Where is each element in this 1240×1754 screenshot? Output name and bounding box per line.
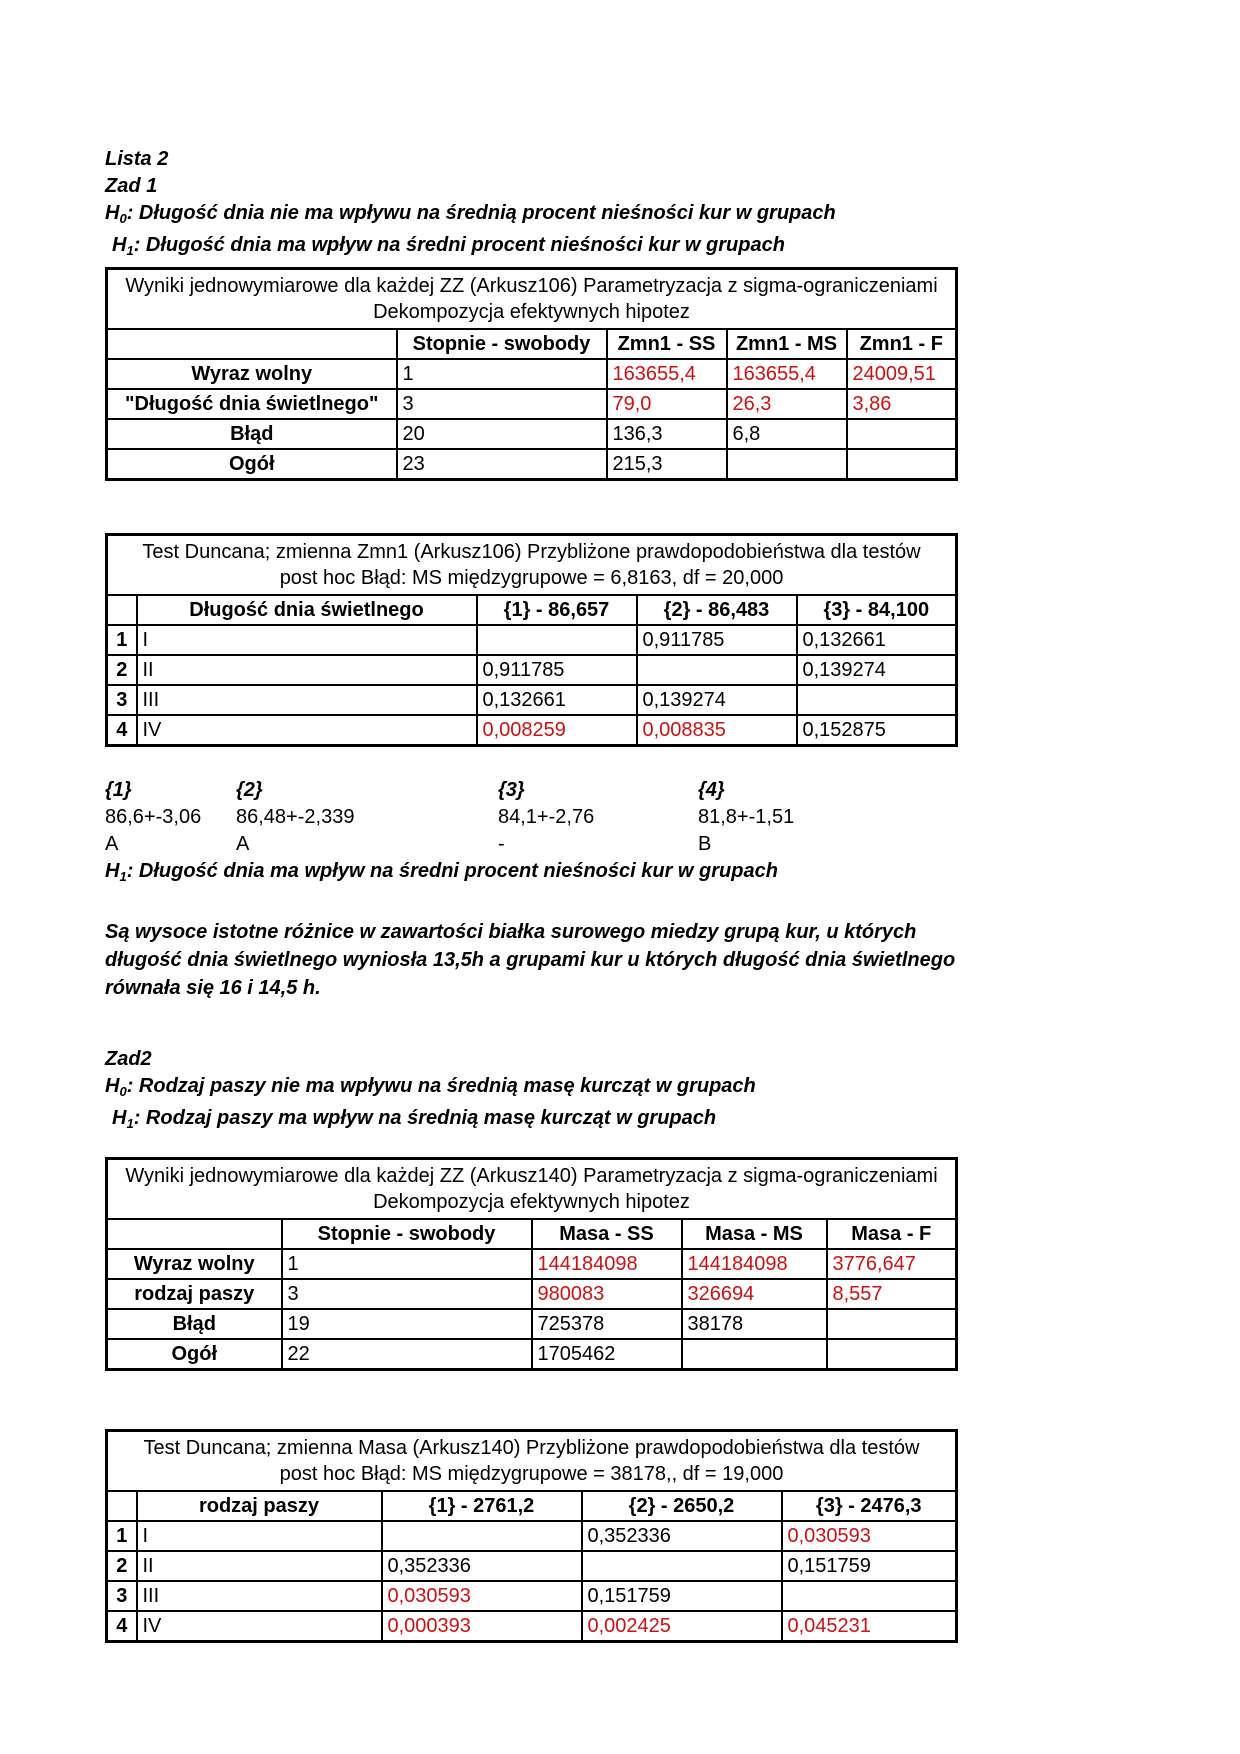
table-row — [107, 1309, 957, 1339]
cell-ms: 163655,4 — [727, 359, 847, 389]
p-value — [782, 1581, 957, 1611]
task1-h1-conclusion — [105, 858, 965, 890]
cell-ss: 1705462 — [532, 1339, 682, 1370]
group-letter: A — [236, 833, 250, 855]
h1-subscript: 1 — [126, 243, 134, 258]
cell-ms: 326694 — [682, 1279, 827, 1309]
p-value: 0,151759 — [782, 1551, 957, 1581]
p-value: 0,008259 — [477, 715, 637, 746]
group-letter: A — [105, 833, 119, 855]
cell-ms: 6,8 — [727, 419, 847, 449]
h1-symbol: H — [105, 860, 120, 882]
h1-text: : Rodzaj paszy ma wpływ na średnią masę kurcząt w grupach — [133, 1107, 717, 1129]
cell-ms: 144184098 — [682, 1249, 827, 1279]
row-label: Wyraz wolny — [107, 359, 397, 389]
cell-f — [847, 449, 957, 480]
h1-symbol: H — [112, 1107, 127, 1129]
duncan1-title: Test Duncana; zmienna Zmn1 (Arkusz106) Przybliżone prawdopodobieństwa dla testów post hoc Błąd: MS międzygrupowe = 6,8163, df = 20,000 — [107, 535, 957, 596]
group-letter: - — [498, 833, 505, 855]
anova1-col-header-f: Zmn1 - F — [847, 329, 957, 359]
h0-text: : Rodzaj paszy nie ma wpływu na średnią masę kurcząt w grupach — [126, 1075, 756, 1097]
p-value: 0,139274 — [797, 655, 957, 685]
group-letter: B — [698, 833, 712, 855]
group-label: I — [137, 1521, 382, 1551]
duncan1-col-header-num — [107, 595, 137, 625]
anova1-col-header-empty — [107, 329, 397, 359]
cell-f: 8,557 — [827, 1279, 957, 1309]
row-number: 2 — [107, 1551, 137, 1581]
table-row — [107, 1581, 957, 1611]
cell-f — [847, 419, 957, 449]
group-label: III — [137, 1581, 382, 1611]
anova2-col-header-f: Masa - F — [827, 1219, 957, 1249]
group-label: I — [137, 625, 477, 655]
cell-df: 1 — [282, 1249, 532, 1279]
anova-table-zad2 — [105, 1157, 958, 1371]
task1-h0-line — [105, 200, 965, 232]
duncan2-col-header-g2: {2} - 2650,2 — [582, 1491, 782, 1521]
table-row — [107, 1279, 957, 1309]
p-value: 0,002425 — [582, 1611, 782, 1642]
p-value — [582, 1551, 782, 1581]
anova1-title: Wyniki jednowymiarowe dla każdej ZZ (Arkusz106) Parametryzacja z sigma-ograniczeniami Dekompozycja efektywnych hipotez — [107, 269, 957, 330]
table-row — [107, 1521, 957, 1551]
task2-heading: Zad2 — [105, 1048, 152, 1070]
anova2-col-header-ss: Masa - SS — [532, 1219, 682, 1249]
anova1-col-header-ss: Zmn1 - SS — [607, 329, 727, 359]
p-value: 0,151759 — [582, 1581, 782, 1611]
h0-symbol: H — [105, 202, 120, 224]
h1-text: : Długość dnia ma wpływ na średni procent nieśności kur w grupach — [133, 234, 785, 256]
duncan-table-zad1 — [105, 533, 958, 747]
table-header-row — [107, 1491, 957, 1521]
table-row — [107, 1611, 957, 1642]
task1-h1-line — [105, 232, 965, 264]
group-mean-value: 81,8+-1,51 — [698, 806, 795, 828]
table-row — [107, 1339, 957, 1370]
anova2-col-header-df: Stopnie - swobody — [282, 1219, 532, 1249]
h0-text: : Długość dnia nie ma wpływu na średnią procent nieśności kur w grupach — [126, 202, 836, 224]
row-number: 1 — [107, 625, 137, 655]
cell-ms: 26,3 — [727, 389, 847, 419]
h1-subscript: 1 — [126, 1116, 134, 1131]
duncan2-col-header-factor: rodzaj paszy — [137, 1491, 382, 1521]
duncan2-title: Test Duncana; zmienna Masa (Arkusz140) Przybliżone prawdopodobieństwa dla testów post hoc Błąd: MS międzygrupowe = 38178,, df = 19,000 — [107, 1431, 957, 1492]
p-value: 0,000393 — [382, 1611, 582, 1642]
table-title-row — [107, 1159, 957, 1220]
row-number: 3 — [107, 685, 137, 715]
cell-df: 3 — [397, 389, 607, 419]
cell-ss: 725378 — [532, 1309, 682, 1339]
table-row — [107, 449, 957, 480]
row-number: 4 — [107, 1611, 137, 1642]
row-label: Błąd — [107, 1309, 282, 1339]
p-value: 0,911785 — [637, 625, 797, 655]
cell-df: 19 — [282, 1309, 532, 1339]
group-label: III — [137, 685, 477, 715]
table-row — [107, 625, 957, 655]
group-means-summary — [105, 777, 965, 858]
anova2-title: Wyniki jednowymiarowe dla każdej ZZ (Arkusz140) Parametryzacja z sigma-ograniczeniami Dekompozycja efektywnych hipotez — [107, 1159, 957, 1220]
duncan1-col-header-g3: {3} - 84,100 — [797, 595, 957, 625]
cell-ss: 980083 — [532, 1279, 682, 1309]
p-value — [477, 625, 637, 655]
row-number: 4 — [107, 715, 137, 746]
p-value: 0,132661 — [477, 685, 637, 715]
cell-ss: 144184098 — [532, 1249, 682, 1279]
group-mean-value: 86,6+-3,06 — [105, 806, 202, 828]
h1-subscript: 1 — [119, 869, 127, 884]
table-title-row — [107, 1431, 957, 1492]
p-value: 0,030593 — [382, 1581, 582, 1611]
anova-table-zad1 — [105, 267, 958, 481]
cell-df: 1 — [397, 359, 607, 389]
group-label: IV — [137, 715, 477, 746]
cell-df: 22 — [282, 1339, 532, 1370]
p-value: 0,152875 — [797, 715, 957, 746]
cell-ss: 136,3 — [607, 419, 727, 449]
duncan-table-zad2 — [105, 1429, 958, 1643]
row-label: Wyraz wolny — [107, 1249, 282, 1279]
row-number: 2 — [107, 655, 137, 685]
h0-subscript: 0 — [119, 1084, 127, 1099]
cell-df: 3 — [282, 1279, 532, 1309]
p-value: 0,008835 — [637, 715, 797, 746]
anova2-col-header-ms: Masa - MS — [682, 1219, 827, 1249]
p-value — [637, 655, 797, 685]
table-row — [107, 715, 957, 746]
table-header-row — [107, 1219, 957, 1249]
table-header-row — [107, 329, 957, 359]
table-title-row — [107, 269, 957, 330]
table-title-row — [107, 535, 957, 596]
task2-h0-line — [105, 1073, 965, 1105]
task1-heading: Zad 1 — [105, 175, 158, 197]
h1-symbol: H — [112, 234, 127, 256]
p-value — [382, 1521, 582, 1551]
cell-ss: 79,0 — [607, 389, 727, 419]
document-content — [105, 146, 965, 1643]
cell-f — [827, 1339, 957, 1370]
p-value: 0,139274 — [637, 685, 797, 715]
table-row — [107, 389, 957, 419]
group-label: {3} — [498, 779, 525, 801]
table-row — [107, 685, 957, 715]
duncan2-col-header-num — [107, 1491, 137, 1521]
group-mean-value: 84,1+-2,76 — [498, 806, 595, 828]
duncan2-col-header-g1: {1} - 2761,2 — [382, 1491, 582, 1521]
cell-f: 3,86 — [847, 389, 957, 419]
table-row — [107, 1249, 957, 1279]
duncan1-col-header-g2: {2} - 86,483 — [637, 595, 797, 625]
h0-subscript: 0 — [119, 211, 127, 226]
row-number: 1 — [107, 1521, 137, 1551]
group-label: {2} — [236, 779, 263, 801]
group-label: II — [137, 655, 477, 685]
task1-conclusion-paragraph: Są wysoce istotne różnice w zawartości białka surowego miedzy grupą kur, u których długość dnia świetlnego wyniosła 13,5h a grupami kur u których długość dnia świetlnego równała się 16 i 14,5 h. — [105, 921, 956, 999]
p-value — [797, 685, 957, 715]
cell-df: 20 — [397, 419, 607, 449]
h0-symbol: H — [105, 1075, 120, 1097]
row-label: Ogół — [107, 449, 397, 480]
row-label: Ogół — [107, 1339, 282, 1370]
cell-ss: 215,3 — [607, 449, 727, 480]
group-label: II — [137, 1551, 382, 1581]
p-value: 0,030593 — [782, 1521, 957, 1551]
table-row — [107, 359, 957, 389]
cell-f — [827, 1309, 957, 1339]
duncan1-col-header-factor: Długość dnia świetlnego — [137, 595, 477, 625]
cell-df: 23 — [397, 449, 607, 480]
cell-ms — [727, 449, 847, 480]
group-label: {1} — [105, 779, 132, 801]
h1-text: : Długość dnia ma wpływ na średni procent nieśności kur w grupach — [126, 860, 778, 882]
doc-title: Lista 2 — [105, 148, 169, 170]
p-value: 0,045231 — [782, 1611, 957, 1642]
anova1-col-header-ms: Zmn1 - MS — [727, 329, 847, 359]
p-value: 0,911785 — [477, 655, 637, 685]
group-mean-value: 86,48+-2,339 — [236, 806, 355, 828]
cell-f: 3776,647 — [827, 1249, 957, 1279]
table-header-row — [107, 595, 957, 625]
p-value: 0,352336 — [582, 1521, 782, 1551]
table-row — [107, 419, 957, 449]
cell-ss: 163655,4 — [607, 359, 727, 389]
cell-f: 24009,51 — [847, 359, 957, 389]
table-row — [107, 655, 957, 685]
group-label: IV — [137, 1611, 382, 1642]
p-value: 0,352336 — [382, 1551, 582, 1581]
row-number: 3 — [107, 1581, 137, 1611]
duncan1-col-header-g1: {1} - 86,657 — [477, 595, 637, 625]
anova1-col-header-df: Stopnie - swobody — [397, 329, 607, 359]
p-value: 0,132661 — [797, 625, 957, 655]
row-label: rodzaj paszy — [107, 1279, 282, 1309]
task2-h1-line — [105, 1105, 965, 1137]
group-label: {4} — [698, 779, 725, 801]
row-label: Błąd — [107, 419, 397, 449]
row-label: "Długość dnia świetlnego" — [107, 389, 397, 419]
cell-ms: 38178 — [682, 1309, 827, 1339]
table-row — [107, 1551, 957, 1581]
anova2-col-header-empty — [107, 1219, 282, 1249]
cell-ms — [682, 1339, 827, 1370]
duncan2-col-header-g3: {3} - 2476,3 — [782, 1491, 957, 1521]
